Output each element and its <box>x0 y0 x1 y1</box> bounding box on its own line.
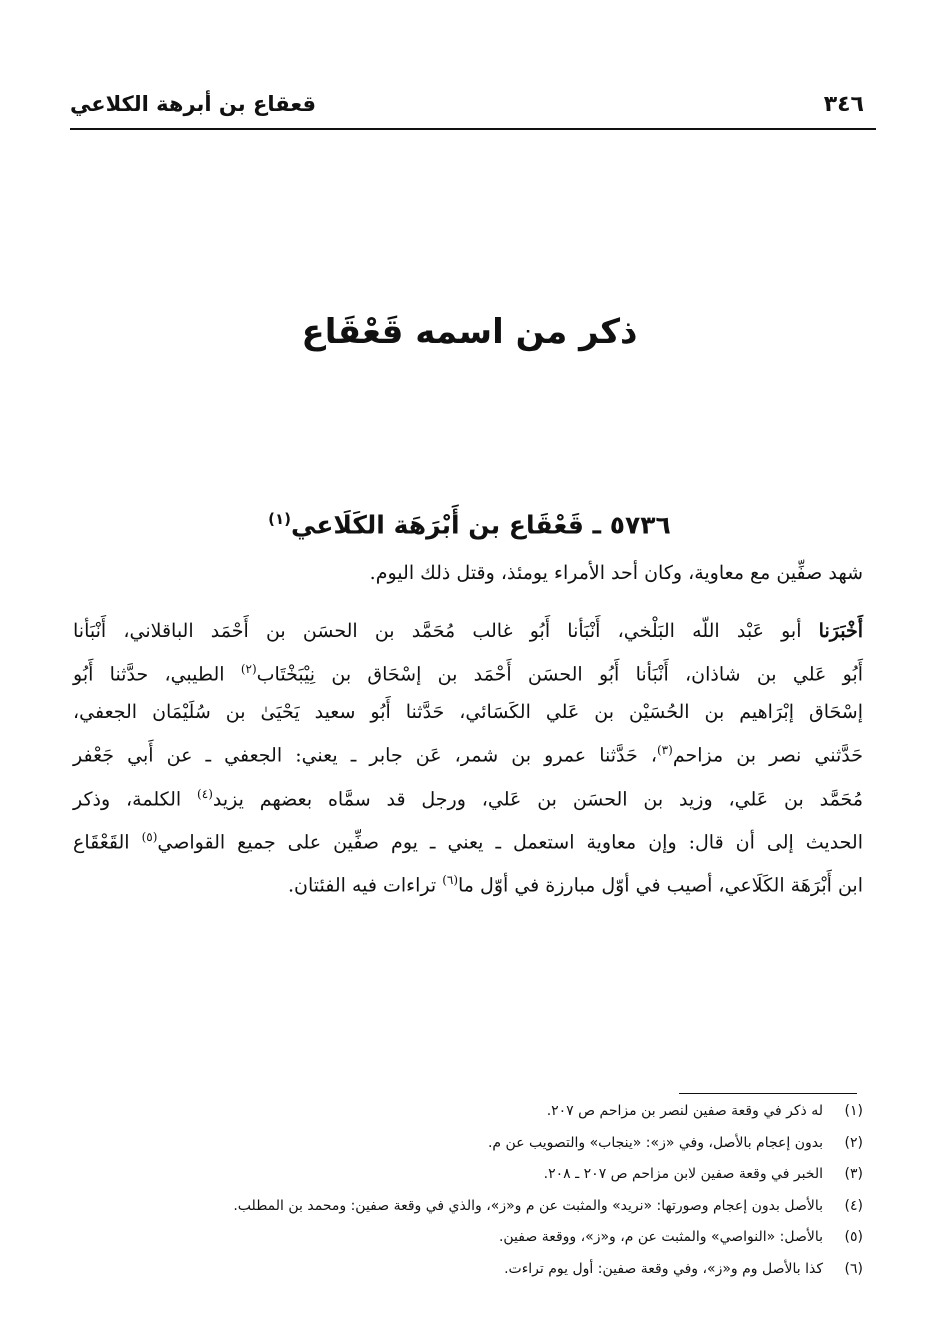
footnotes <box>63 1103 863 1292</box>
footnote-text: بالأصل: «النواصي» والمثبت عن م، و«ز»، ووقعة صفين. <box>498 1229 823 1245</box>
body-line-6-text-b: القَعْقَاع <box>73 831 142 854</box>
footnote-text: بدون إعجام بالأصل، وفي «ز»: «ينجاب» والتصويب عن م. <box>487 1134 823 1151</box>
footnote-text: له ذكر في وقعة صفين لنصر بن مزاحم ص ٢٠٧. <box>546 1103 823 1119</box>
footnote-number: (٣) <box>844 1166 863 1182</box>
chapter-title: ذكر من اسمه قَعْقَاع <box>301 312 638 352</box>
body-line-6-text: الحديث إلى أن قال: وإن معاوية استعمل ـ يعني ـ يوم صفِّين على جميع القواصي <box>157 831 864 854</box>
footnote-6 <box>63 1261 863 1293</box>
footnote-number: (٥) <box>844 1229 863 1245</box>
entry-heading-text: ٥٧٣٦ ـ قَعْقَاع بن أَبْرَهَة الكَلَاعي <box>291 510 671 540</box>
body-line-3-text: إسْحَاق إبْرَاهيم بن الحُسَيْن بن عَلي الكَسَائي، حَدَّثنا أَبُو سعيد يَحْيَىٰ بن سُلَيْمَان الجعفي، <box>73 701 863 724</box>
body-line-7-text: ابن أَبْرَهَة الكَلَاعي، أصيب في أوّل مبارزة في أوّل ما <box>458 874 863 897</box>
body-line-2-text-b: الطيبي، حدَّثنا أَبُو <box>73 663 241 686</box>
footnote-number: (٦) <box>844 1260 863 1277</box>
footnote-ref-6: (٦) <box>442 873 459 888</box>
entry-intro: شهد صفِّين مع معاوية، وكان أحد الأمراء يومئذ، وقتل ذلك اليوم. <box>369 562 863 584</box>
body-line-1 <box>73 612 863 650</box>
footnote-2 <box>63 1135 863 1167</box>
body-line-2-text: أَبُو عَلي بن شاذان، أَنْبَأنا أَبُو الحسَن أَحْمَد بن إسْحَاق بن نِيْبَخْتَاب <box>256 663 863 686</box>
body-line-4-text: حَدَّثني نصر بن مزاحم <box>672 744 864 767</box>
footnote-number: (١) <box>844 1103 863 1119</box>
footnote-text: بالأصل بدون إعجام وصورتها: «نريد» والمثبت عن م و«ز»، والذي في وقعة صفين: ومحمد بن المطلب. <box>233 1197 823 1214</box>
body-line-1-text: أبو عَبْد اللّه البَلْخي، أَنْبَأنا أَبُو غالب مُحَمَّد بن الحسَن بن أَحْمَد الباقلاني، أَنْبَأنا <box>73 620 819 642</box>
footnote-5 <box>63 1229 863 1261</box>
entry-body <box>73 612 863 905</box>
page-number: ٣٤٦ <box>823 92 864 117</box>
akhbarana-keyword: أَخْبَرَنا <box>818 620 863 642</box>
body-line-5-text-b: الكلمة، وذكر <box>73 787 198 810</box>
body-line-2 <box>73 650 863 693</box>
page-header <box>70 88 876 130</box>
footnote-4 <box>63 1198 863 1230</box>
body-line-5-text: مُحَمَّد بن عَلي، وزيد بن الحسَن بن عَلي، ورجل قد سمَّاه بعضهم يزيد <box>212 787 863 810</box>
footnote-number: (٤) <box>844 1197 863 1214</box>
footnote-number: (٢) <box>844 1134 863 1151</box>
body-line-4-text-b: ، حَدَّثنا عمرو بن شمر، عَن جابر ـ يعني: الجعفي ـ عن أَبي جَعْفر <box>73 744 657 767</box>
footnote-text: الخبر في وقعة صفين لابن مزاحم ص ٢٠٧ ـ ٢٠٨. <box>543 1166 823 1182</box>
entry-heading <box>0 510 939 539</box>
body-line-7 <box>73 861 863 904</box>
body-line-4 <box>73 731 863 774</box>
footnote-ref-2: (٢) <box>240 662 257 676</box>
footnote-text: كذا بالأصل وم و«ز»، وفي وقعة صفين: أول يوم تراءت. <box>504 1260 823 1277</box>
body-line-5 <box>73 775 863 818</box>
footnote-separator <box>679 1093 857 1094</box>
footnote-3 <box>63 1166 863 1198</box>
footnote-ref-3: (٣) <box>656 743 673 758</box>
body-line-3 <box>73 693 863 731</box>
footnote-ref-4: (٤) <box>197 786 213 801</box>
footnote-1 <box>63 1103 863 1135</box>
footnote-ref-1: (١) <box>268 510 292 528</box>
running-title: قعقاع بن أبرهة الكلاعي <box>70 92 316 116</box>
body-line-6 <box>73 818 863 861</box>
body-line-7-text-b: تراءات فيه الفئتان. <box>287 874 443 897</box>
footnote-ref-5: (٥) <box>141 829 158 844</box>
